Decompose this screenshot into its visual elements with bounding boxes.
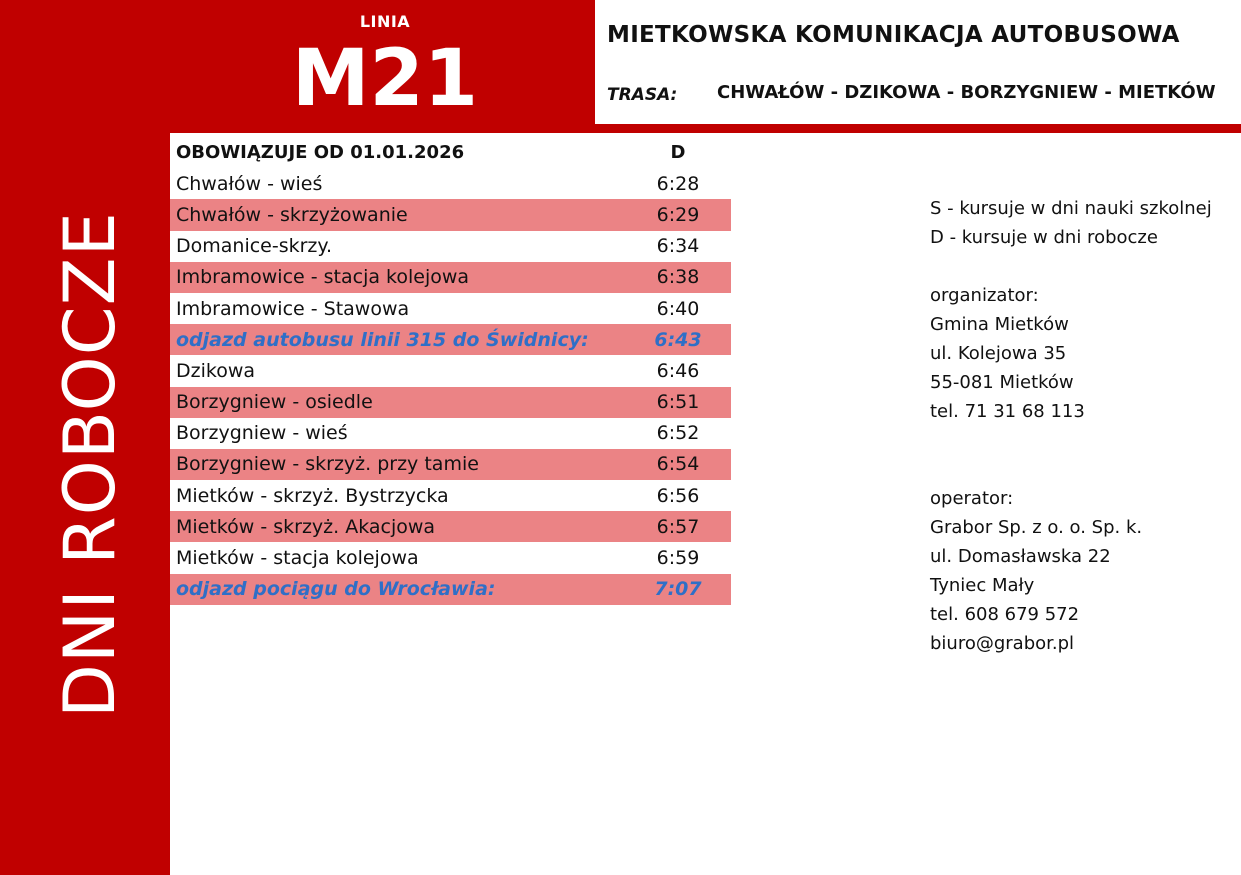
organizer-phone: tel. 71 31 68 113 — [930, 401, 1085, 422]
legend-s: S - kursuje w dni nauki szkolnej — [930, 198, 1212, 219]
stop-name: Mietków - skrzyż. Bystrzycka — [176, 484, 449, 507]
legend — [930, 194, 1212, 252]
departure-time: 6:59 — [656, 547, 700, 570]
table-row — [170, 262, 731, 293]
company-name: MIETKOWSKA KOMUNIKACJA AUTOBUSOWA — [607, 22, 1180, 48]
stop-name: Mietków - skrzyż. Akacjowa — [176, 515, 436, 538]
organizer-label: organizator: — [930, 285, 1039, 306]
line-number: M21 — [291, 34, 479, 124]
transfer-row — [170, 324, 731, 355]
organizer-city: 55-081 Mietków — [930, 372, 1074, 393]
table-row — [170, 168, 731, 199]
departure-time: 6:29 — [656, 203, 700, 226]
operator-street: ul. Domasławska 22 — [930, 546, 1111, 567]
transfer-description: odjazd pociągu do Wrocławia: — [176, 578, 496, 601]
stop-name: Domanice-skrzy. — [176, 235, 332, 258]
transfer-time: 7:07 — [654, 578, 702, 601]
timetable-header — [170, 137, 731, 168]
operator-email[interactable]: biuro@grabor.pl — [930, 633, 1075, 654]
departure-time: 6:40 — [656, 297, 700, 320]
transfer-description: odjazd autobusu linii 315 do Świdnicy: — [176, 328, 589, 351]
table-row — [170, 480, 731, 511]
departure-time: 6:52 — [656, 422, 700, 445]
stop-name: Imbramowice - stacja kolejowa — [176, 266, 470, 289]
route-value: CHWAŁÓW - DZIKOWA - BORZYGNIEW - MIETKÓW — [717, 82, 1216, 103]
departure-time: 6:46 — [656, 359, 700, 382]
departure-time: 6:38 — [656, 266, 700, 289]
stop-name: Imbramowice - Stawowa — [176, 297, 410, 320]
departure-time: 6:51 — [656, 391, 700, 414]
table-row — [170, 231, 731, 262]
legend-d: D - kursuje w dni robocze — [930, 227, 1158, 248]
table-row — [170, 293, 731, 324]
stop-name: Borzygniew - wieś — [176, 422, 348, 445]
valid-from-label: OBOWIĄZUJE OD 01.01.2026 — [176, 142, 465, 164]
table-row — [170, 418, 731, 449]
stop-name: Chwałów - wieś — [176, 172, 323, 195]
departure-time: 6:34 — [656, 235, 700, 258]
table-row — [170, 355, 731, 386]
stop-name: Mietków - stacja kolejowa — [176, 547, 419, 570]
course-column-header: D — [670, 142, 686, 164]
linia-label: LINIA — [359, 12, 411, 31]
table-row — [170, 511, 731, 542]
table-row — [170, 449, 731, 480]
route-label: TRASA: — [607, 85, 678, 105]
timetable — [170, 137, 731, 605]
operator-name: Grabor Sp. z o. o. Sp. k. — [930, 517, 1143, 538]
stop-name: Chwałów - skrzyżowanie — [176, 203, 408, 226]
operator-label: operator: — [930, 488, 1014, 509]
organizer-street: ul. Kolejowa 35 — [930, 343, 1067, 364]
operator-phone: tel. 608 679 572 — [930, 604, 1080, 625]
departure-time: 6:54 — [656, 453, 700, 476]
departure-time: 6:57 — [656, 515, 700, 538]
header-underline-bar — [595, 124, 1241, 133]
stop-name: Borzygniew - skrzyż. przy tamie — [176, 453, 479, 476]
organizer-info — [930, 281, 1085, 426]
table-row — [170, 542, 731, 573]
transfer-time: 6:43 — [654, 328, 702, 351]
stop-name: Dzikowa — [176, 359, 256, 382]
operator-city: Tyniec Mały — [930, 575, 1035, 596]
organizer-name: Gmina Mietków — [930, 314, 1069, 335]
table-row — [170, 387, 731, 418]
stop-name: Borzygniew - osiedle — [176, 391, 373, 414]
departure-time: 6:56 — [656, 484, 700, 507]
table-row — [170, 199, 731, 230]
day-type-title: DNI ROBOCZE — [49, 211, 131, 718]
transfer-row — [170, 574, 731, 605]
operator-info — [930, 484, 1142, 658]
departure-time: 6:28 — [656, 172, 700, 195]
